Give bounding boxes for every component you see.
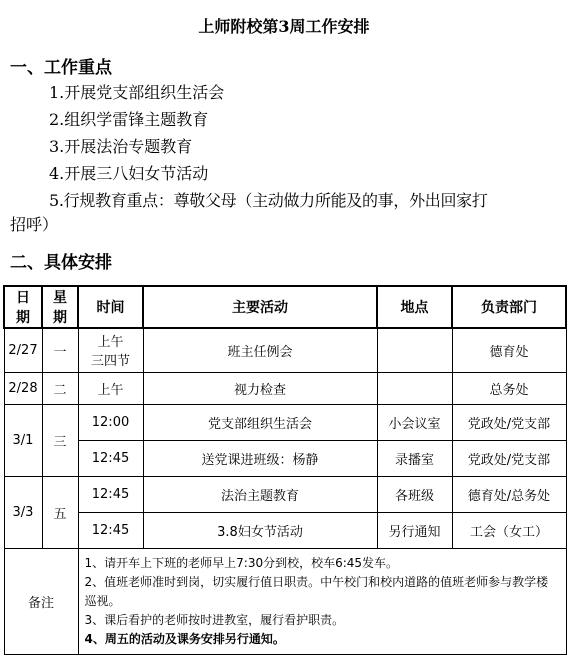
cell-date: 2/27 <box>4 328 42 372</box>
cell-place: 录播室 <box>377 440 452 476</box>
note-item: 2、值班老师准时到岗，切实履行值日职责。中午校门和校内道路的值班老师参与教学楼巡视。 <box>84 574 549 608</box>
list-item: 1.开展党支部组织生活会 <box>49 83 225 102</box>
note-item: 3、课后看护的老师按时进教室，履行看护职责。 <box>84 612 345 627</box>
cell-place: 各班级 <box>377 476 452 512</box>
list-item: 4.开展三八妇女节活动 <box>49 164 209 183</box>
cell-dept: 党政处/党支部 <box>452 404 566 440</box>
schedule-table <box>3 285 567 655</box>
header-date-line1: 日 <box>16 290 30 306</box>
note-item: 4、周五的活动及课务安排另行通知。 <box>84 631 285 646</box>
list-item: 5.行规教育重点：尊敬父母（主动做力所能及的事，外出回家打 <box>49 191 488 210</box>
header-time: 时间 <box>78 286 143 328</box>
list-item: 3.开展法治专题教育 <box>49 137 193 156</box>
section-heading-schedule: 二、具体安排 <box>10 253 112 273</box>
cell-time: 上午 <box>78 372 143 404</box>
cell-dept: 总务处 <box>452 372 566 404</box>
cell-place: 小会议室 <box>377 404 452 440</box>
table-row <box>4 404 566 440</box>
cell-time-line2: 三四节 <box>90 354 130 370</box>
table-row <box>4 512 566 548</box>
cell-date: 2/28 <box>4 372 42 404</box>
table-row <box>4 476 566 512</box>
cell-dept: 德育处 <box>452 328 566 372</box>
note-item: 1、请开车上下班的老师早上7:30分到校，校车6:45发车。 <box>84 555 399 570</box>
cell-activity: 党支部组织生活会 <box>143 404 377 440</box>
cell-time <box>78 328 143 372</box>
cell-dept: 党政处/党支部 <box>452 440 566 476</box>
header-weekday-line1: 星 <box>53 290 67 306</box>
cell-place <box>377 328 452 372</box>
header-weekday <box>42 286 78 328</box>
cell-weekday: 一 <box>42 328 78 372</box>
header-weekday-line2: 期 <box>53 310 67 326</box>
table-row <box>4 372 566 404</box>
section-heading-work-focus: 一、工作重点 <box>10 58 112 78</box>
list-item-wrap: 招呼） <box>10 215 59 234</box>
table-row <box>4 440 566 476</box>
cell-time: 12:45 <box>78 512 143 548</box>
header-place: 地点 <box>377 286 452 328</box>
cell-place: 另行通知 <box>377 512 452 548</box>
cell-time: 12:00 <box>78 404 143 440</box>
cell-activity: 班主任例会 <box>143 328 377 372</box>
cell-activity: 3.8妇女节活动 <box>143 512 377 548</box>
notes-row <box>4 548 566 654</box>
cell-date: 3/3 <box>4 476 42 548</box>
list-item: 2.组织学雷锋主题教育 <box>49 110 209 129</box>
header-dept: 负责部门 <box>452 286 566 328</box>
cell-time: 12:45 <box>78 476 143 512</box>
cell-dept: 德育处/总务处 <box>452 476 566 512</box>
cell-activity: 送党课进班级：杨静 <box>143 440 377 476</box>
cell-time-line1: 上午 <box>97 335 124 351</box>
table-header-row <box>4 286 566 328</box>
header-date <box>4 286 42 328</box>
notes-label: 备注 <box>4 548 78 654</box>
cell-weekday: 三 <box>42 404 78 476</box>
cell-activity: 法治主题教育 <box>143 476 377 512</box>
header-date-line2: 期 <box>16 310 30 326</box>
notes-content <box>78 548 566 654</box>
cell-activity: 视力检查 <box>143 372 377 404</box>
page-title: 上师附校第3周工作安排 <box>198 17 370 36</box>
cell-place <box>377 372 452 404</box>
header-activity: 主要活动 <box>143 286 377 328</box>
table-row <box>4 328 566 372</box>
cell-weekday: 五 <box>42 476 78 548</box>
cell-time: 12:45 <box>78 440 143 476</box>
cell-dept: 工会（女工） <box>452 512 566 548</box>
cell-weekday: 二 <box>42 372 78 404</box>
cell-date: 3/1 <box>4 404 42 476</box>
